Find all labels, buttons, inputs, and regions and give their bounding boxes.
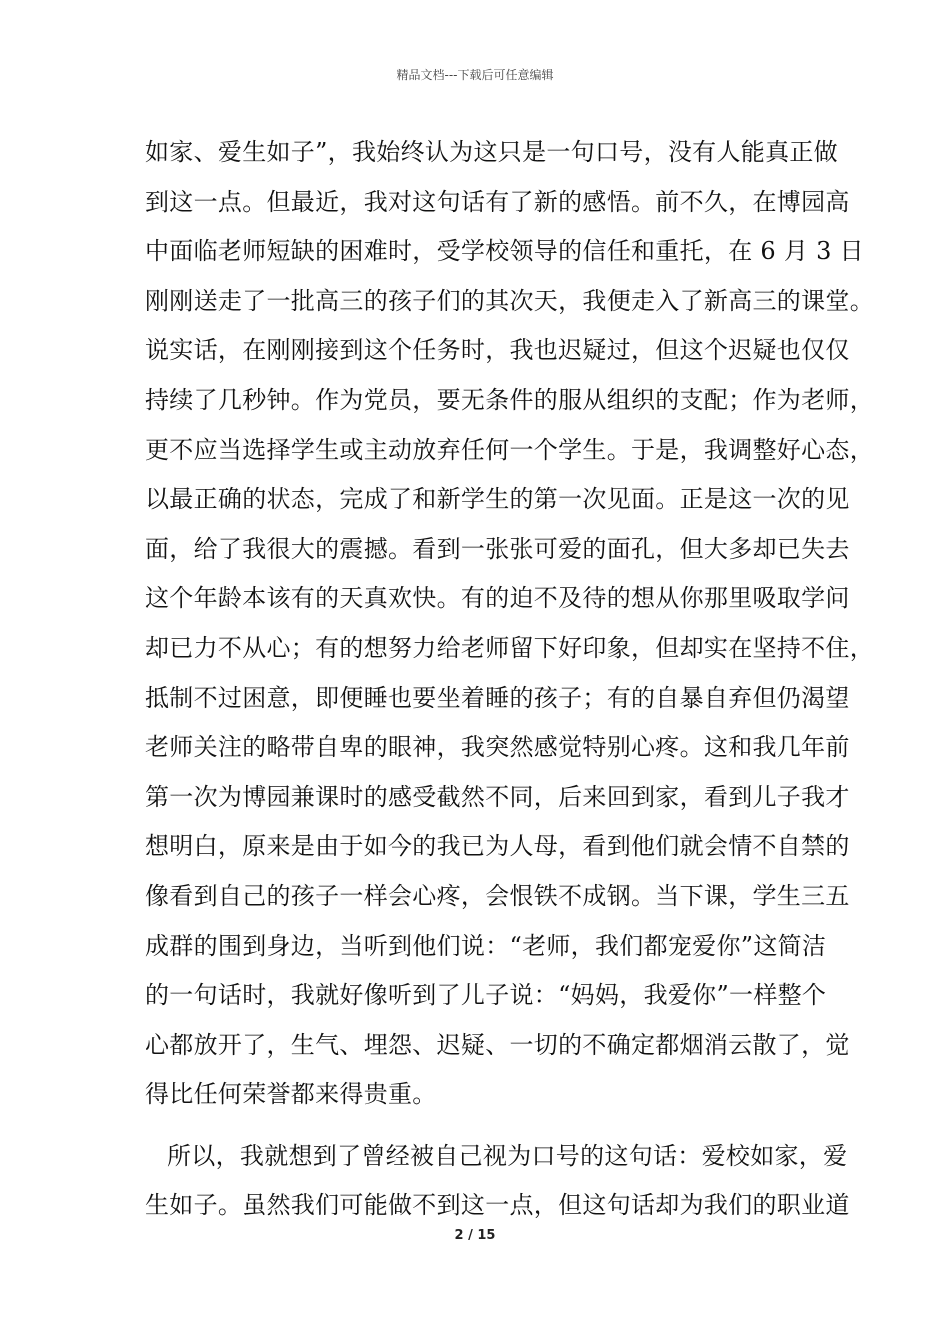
- text-line: 说实话，在刚刚接到这个任务时，我也迟疑过，但这个迟疑也仅仅: [145, 336, 850, 365]
- text-line: 中面临老师短缺的困难时，受学校领导的信任和重托，在 6 月 3 日: [145, 237, 864, 266]
- text-line: 想明白，原来是由于如今的我已为人母，看到他们就会情不自禁的: [145, 832, 850, 861]
- text-line: 却已力不从心；有的想努力给老师留下好印象，但却实在坚持不住，: [145, 633, 874, 662]
- text-line: 面，给了我很大的震撼。看到一张张可爱的面孔，但大多却已失去: [145, 534, 850, 563]
- text-line: 更不应当选择学生或主动放弃任何一个学生。于是，我调整好心态，: [145, 435, 874, 464]
- text-line: 持续了几秒钟。作为党员，要无条件的服从组织的支配；作为老师，: [145, 385, 874, 414]
- text-line: 抵制不过困意，即便睡也要坐着睡的孩子；有的自暴自弃但仍渴望: [145, 683, 850, 712]
- text-line: 生如子。虽然我们可能做不到这一点，但这句话却为我们的职业道: [145, 1191, 850, 1220]
- text-line: 以最正确的状态，完成了和新学生的第一次见面。正是这一次的见: [145, 485, 850, 514]
- text-line: 心都放开了，生气、埋怨、迟疑、一切的不确定都烟消云散了，觉: [145, 1030, 850, 1059]
- text-line: 像看到自己的孩子一样会心疼，会恨铁不成钢。当下课，学生三五: [145, 881, 850, 910]
- text-line: 这个年龄本该有的天真欢快。有的迫不及待的想从你那里吸取学问: [145, 584, 850, 613]
- page-header: 精品文档---下载后可任意编辑: [396, 68, 554, 82]
- text-line: 成群的围到身边，当听到他们说：“老师，我们都宠爱你”这简洁: [145, 931, 827, 960]
- text-line: 所以，我就想到了曾经被自己视为口号的这句话：爱校如家，爱: [167, 1141, 848, 1170]
- text-line: 刚刚送走了一批高三的孩子们的其次天，我便走入了新高三的课堂。: [145, 286, 874, 315]
- text-line: 得比任何荣誉都来得贵重。: [145, 1080, 437, 1109]
- paragraph-gap: [145, 1120, 810, 1132]
- document-body: [145, 128, 874, 1231]
- text-line: 第一次为博园兼课时的感受截然不同，后来回到家，看到儿子我才: [145, 782, 850, 811]
- paragraph-2: [145, 1132, 850, 1231]
- paragraph-1: [145, 128, 874, 1120]
- page-number: 2 / 15: [454, 1228, 496, 1243]
- text-line: 老师关注的略带自卑的眼神，我突然感觉特别心疼。这和我几年前: [145, 733, 850, 762]
- text-line: 的一句话时，我就好像听到了儿子说：“妈妈，我爱你”一样整个: [145, 981, 827, 1010]
- text-line: 如家、爱生如子”，我始终认为这只是一句口号，没有人能真正做: [145, 138, 838, 166]
- text-line: 到这一点。但最近，我对这句话有了新的感悟。前不久，在博园高: [145, 187, 850, 216]
